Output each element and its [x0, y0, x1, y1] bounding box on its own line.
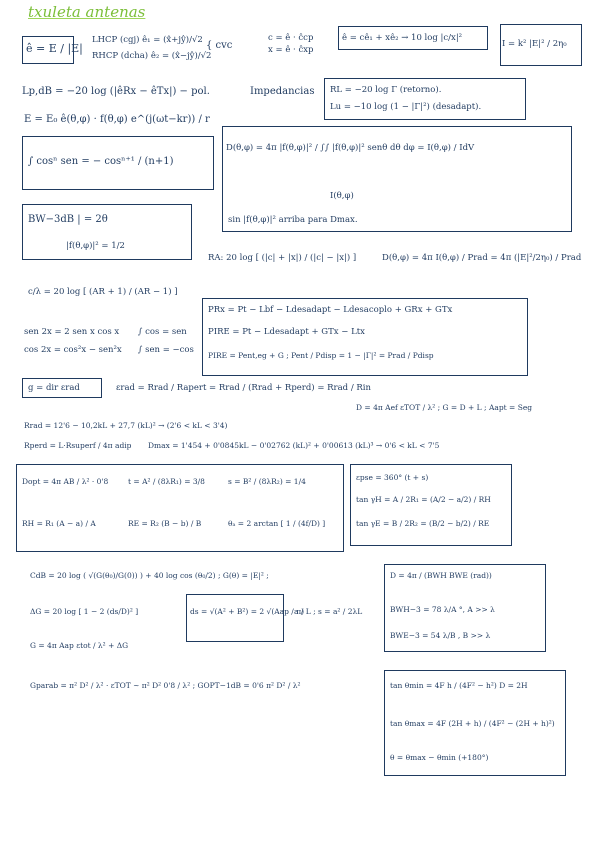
- rhcp-formula: RHCP (dcha) ê₂ = (x̂−jŷ)/√2: [92, 51, 212, 61]
- cross-polar-ratio: c/λ = 20 log [ (AR + 1) / (AR − 1) ]: [28, 287, 178, 297]
- unit-vector-formula: ê = E / |E|: [26, 42, 83, 55]
- h-plane-length: RH = R₁ (A − a) / A: [22, 519, 96, 528]
- integral-of-cos: ∫ cos = sen: [138, 327, 187, 337]
- pire-formula-2: PIRE = Pent,eg + G ; Pent / Pdisp = 1 − |Γ|² = Prad / Pdisp: [208, 351, 434, 360]
- x-projection: x = ê · ĉxp: [268, 45, 314, 55]
- gain-correction: ΔG = 20 log [ 1 − 2 (ds/D)² ]: [30, 607, 139, 616]
- directivity-note: sin |f(θ,φ)|² arriba para Dmax.: [228, 215, 358, 225]
- radiation-efficiency: εrad = Rrad / Rapert = Rrad / (Rrad + Rperd) = Rrad / Rin: [116, 383, 371, 393]
- directivity-radiated-power: D(θ,φ) = 4π I(θ,φ) / Prad = 4π (|E|²/2η₀) / Prad: [382, 253, 582, 263]
- sin-double-angle: sen 2x = 2 sen x cos x: [24, 327, 120, 337]
- subreflector-box: [186, 594, 284, 642]
- intensity-formula: I = k² |E|² / 2η₀: [502, 39, 567, 49]
- polarization-combo: ê = cê₁ + xê₂ → 10 log |c/x|²: [342, 33, 463, 43]
- total-gain: G = 4π Aap εtot / λ² + ΔG: [30, 641, 129, 650]
- max-directivity-fit: Dmax = 1'454 + 0'0845kL − 0'02762 (kL)² + 0'00613 (kL)³ → 0'6 < kL < 7'5: [148, 441, 440, 450]
- gain-formula: g = dir εrad: [28, 383, 80, 393]
- mismatch-loss: Lu = −10 log (1 − |Γ|²) (desadapt).: [330, 102, 482, 112]
- beamwidth-formula: BW−3dB | = 2θ: [28, 214, 108, 225]
- c-projection: c = ê · ĉcp: [268, 33, 314, 43]
- polarization-loss: Lp,dB = −20 log (|êRx − êTx|) − pol.: [22, 86, 210, 97]
- lhcp-formula: LHCP (cgj) ê₁ = (x̂+jŷ)/√2: [92, 35, 203, 45]
- phase-error-total: εpse = 360° (t + s): [356, 473, 429, 482]
- beamwidth-condition: |f(θ,φ)|² = 1/2: [66, 241, 125, 251]
- sagitta-formula: a / L ; s = a² / 2λL: [294, 607, 363, 616]
- phase-error-t: t = A² / (8λR₁) = 3/8: [128, 477, 205, 486]
- received-power: PRx = Pt − Lbf − Ldesadapt − Ldesacoplo + GRx + GTx: [208, 305, 453, 315]
- cos-integral: ∫ cosⁿ sen = − cosⁿ⁺¹ / (n+1): [28, 156, 174, 167]
- axial-ratio-formula: RA: 20 log [ (|c| + |x|) / (|c| − |x|) ]: [208, 253, 357, 263]
- e-plane-beamwidth: BWE−3 = 54 λ/B , B >> λ: [390, 631, 491, 640]
- cvc-label: { cvc: [206, 40, 233, 51]
- e-plane-angle: tan γE = B / 2R₂ = (B/2 − b/2) / RE: [356, 519, 490, 528]
- minimum-angle: tan θmin = 4F h / (4F² − h²) D = 2H: [390, 681, 528, 690]
- aperture-angle: θₐ = 2 arctan [ 1 / (4f/D) ]: [228, 519, 326, 528]
- integral-of-sin: ∫ sen = −cos: [138, 345, 194, 355]
- maximum-angle: tan θmax = 4F (2H + h) / (4F² − (2H + h)²): [390, 719, 555, 728]
- effective-aperture: D = 4π Aef εTOT / λ² ; G = D + L ; Aapt = Seg: [356, 403, 533, 412]
- phase-error-s: s = B² / (8λR₂) = 1/4: [228, 477, 306, 486]
- parabolic-gain: Gparab = π² D² / λ² · εTOT ~ π² D² 0'8 / λ² ; GOPT−1dB = 0'6 π² D² / λ²: [30, 681, 301, 690]
- directivity-formula: D(θ,φ) = 4π |f(θ,φ)|² / ∫∫ |f(θ,φ)|² senθ dθ dφ = I(θ,φ) / IdV: [226, 143, 475, 153]
- pire-formula-1: PIRE = Pt − Ldesadapt + GTx − Ltx: [208, 327, 365, 337]
- directivity-from-beamwidths: D = 4π / (BWH BWE (rad)): [390, 571, 492, 580]
- e-plane-length: RE = R₂ (B − b) / B: [128, 519, 202, 528]
- page-title: txuleta antenas: [28, 3, 146, 21]
- radiation-resistance: Rrad = 12'6 − 10,2kL + 27,7 (kL)² → (2'6 < kL < 3'4): [24, 421, 228, 430]
- intensity-label: I(θ,φ): [330, 191, 354, 201]
- h-plane-beamwidth: BWH−3 = 78 λ/A °, A >> λ: [390, 605, 495, 614]
- h-plane-angle: tan γH = A / 2R₁ = (A/2 − a/2) / RH: [356, 495, 491, 504]
- far-field-expression: E = E₀ ê(θ,φ) · f(θ,φ) e^(j(ωt−kr)) / r: [24, 114, 210, 125]
- return-loss: RL = −20 log Γ (retorno).: [330, 85, 442, 95]
- edge-taper: CdB = 20 log ( √(G(θ₀)/G(0)) ) + 40 log cos (θ₀/2) ; G(θ) = |E|² ;: [30, 571, 269, 580]
- subreflector-diameter: ds = √(A² + B²) = 2 √(Aap / π): [190, 607, 305, 616]
- loss-resistance: Rperd = L·Rsuperf / 4π adip: [24, 441, 132, 450]
- angle-difference: θ = θmax − θmin (+180°): [390, 753, 489, 762]
- impedances-label: Impedancias: [250, 86, 315, 97]
- cos-double-angle: cos 2x = cos²x − sen²x: [24, 345, 122, 355]
- optimal-directivity: Dopt = 4π AB / λ² · 0'8: [22, 477, 109, 486]
